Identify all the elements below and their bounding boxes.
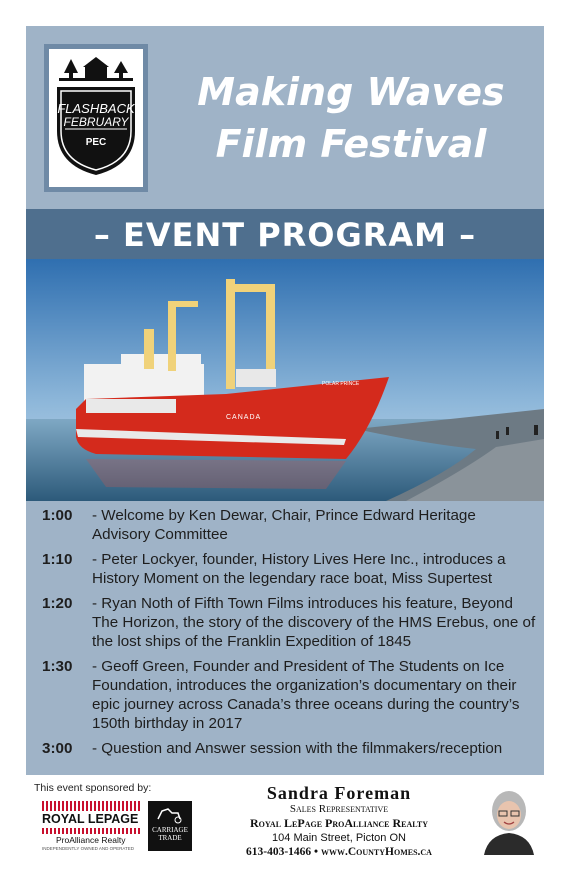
- poster: [26, 26, 544, 856]
- royal-lepage-logo: [42, 801, 140, 855]
- event-program-list: [42, 506, 536, 764]
- program-text: - Question and Answer session with the filmmakers/reception: [92, 740, 503, 757]
- carriage-label-1: CARRIAGE: [152, 826, 188, 834]
- carriage-label-2: TRADE: [158, 834, 182, 842]
- list-item: [42, 739, 536, 758]
- logo-line1: FLASHBACK: [57, 101, 135, 116]
- sponsor-footer: [26, 775, 544, 856]
- title-line2: Film Festival: [215, 122, 487, 166]
- program-text: - Peter Lockyer, founder, History Lives Here Inc., introduces a History Moment on the legendary race boat, Miss Supertest: [92, 551, 506, 587]
- agent-address: 104 Main Street, Picton ON: [272, 832, 406, 844]
- list-item: [42, 550, 536, 588]
- page-title: [166, 66, 536, 170]
- hull-text: CANADA: [226, 414, 262, 421]
- agent-role: Sales Representative: [289, 803, 389, 815]
- list-item: [42, 594, 536, 651]
- flashback-february-logo: [44, 44, 148, 192]
- program-time: 1:30: [42, 658, 73, 675]
- agent-portrait: [476, 779, 542, 855]
- sponsored-label: This event sponsored by:: [34, 782, 152, 794]
- rlp-tiny: INDEPENDENTLY OWNED AND OPERATED: [42, 846, 135, 851]
- banner-label: – EVENT PROGRAM –: [93, 216, 477, 254]
- program-time: 1:20: [42, 595, 73, 612]
- stripes-icon: [42, 801, 140, 811]
- bow-name: POLAR PRINCE: [322, 381, 360, 387]
- list-item: [42, 506, 536, 544]
- icebreaker-ship-image: [26, 259, 544, 501]
- avatar: [476, 779, 542, 855]
- ship-photo: [26, 259, 544, 501]
- logo-line3: PEC: [85, 137, 107, 148]
- stripes-icon: [42, 828, 140, 834]
- program-time: 1:10: [42, 551, 73, 568]
- agent-info: [204, 783, 474, 860]
- agent-contact: 613-403-1466 • www.CountyHomes.ca: [246, 846, 432, 858]
- agent-company: Royal LePage ProAlliance Realty: [250, 816, 428, 830]
- event-program-banner: [26, 209, 544, 261]
- program-time: 1:00: [42, 507, 73, 524]
- rlp-name: ROYAL LEPAGE: [42, 812, 139, 826]
- program-time: 3:00: [42, 740, 73, 757]
- program-text: - Ryan Noth of Fifth Town Films introduces his feature, Beyond The Horizon, the story of the discovery of the HMS Erebus, one of the lost ships of the Franklin Expedition of 1845: [92, 595, 536, 650]
- horse-carriage-icon: [148, 801, 192, 825]
- program-text: - Welcome by Ken Dewar, Chair, Prince Edward Heritage Advisory Committee: [92, 507, 476, 543]
- list-item: [42, 657, 536, 733]
- agent-name: Sandra Foreman: [266, 783, 412, 803]
- logo-line2: FEBRUARY: [63, 115, 129, 129]
- carriage-trade-logo: [148, 801, 192, 851]
- program-text: - Geoff Green, Founder and President of The Students on Ice Foundation, introduces the organization’s documentary on their epic journey across Canada’s three oceans during the country’s 150th birthday in 2017: [92, 658, 520, 732]
- rlp-sub: ProAlliance Realty: [56, 835, 126, 845]
- shield-logo-icon: [49, 49, 143, 187]
- title-line1: Making Waves: [197, 70, 505, 114]
